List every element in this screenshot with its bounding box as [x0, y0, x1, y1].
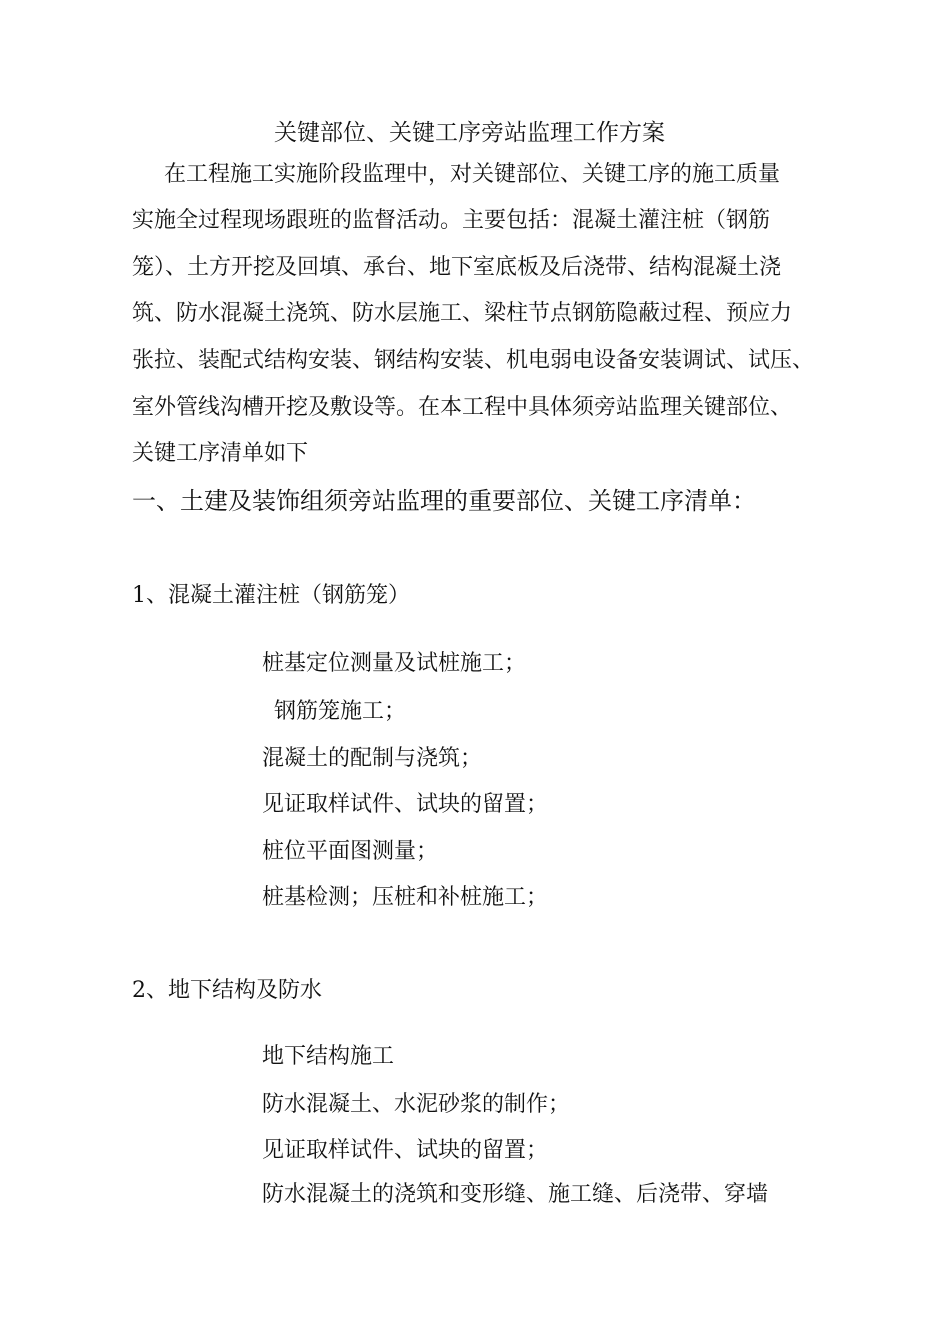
- intro-line-5: 张拉、装配式结构安装、钢结构安装、机电弱电设备安装调试、试压、: [132, 348, 815, 373]
- list-item: 混凝土的配制与浇筑；: [262, 746, 483, 771]
- list-item: 见证取样试件、试块的留置；: [262, 792, 549, 817]
- intro-line-4: 筑、防水混凝土浇筑、防水层施工、梁柱节点钢筋隐蔽过程、预应力: [132, 301, 793, 326]
- intro-line-1: 在工程施工实施阶段监理中，对关键部位、关键工序的施工质量: [164, 162, 781, 187]
- list-item: 防水混凝土的浇筑和变形缝、施工缝、后浇带、穿墙: [262, 1182, 769, 1207]
- section-title-2: 2、地下结构及防水: [132, 978, 322, 1003]
- intro-line-3: 笼）、土方开挖及回填、承台、地下室底板及后浇带、结构混凝土浇: [132, 255, 782, 280]
- list-item: 见证取样试件、试块的留置；: [262, 1138, 549, 1163]
- list-item: 地下结构施工: [262, 1044, 395, 1069]
- document-title: 关键部位、关键工序旁站监理工作方案: [274, 120, 665, 146]
- list-item: 桩基定位测量及试桩施工；: [262, 651, 527, 676]
- intro-line-7: 关键工序清单如下: [132, 441, 309, 466]
- list-item: 桩位平面图测量；: [262, 839, 439, 864]
- list-item: 钢筋笼施工；: [274, 699, 407, 724]
- list-item: 防水混凝土、水泥砂浆的制作；: [262, 1092, 571, 1117]
- intro-line-6: 室外管线沟槽开挖及敷设等。在本工程中具体须旁站监理关键部位、: [132, 395, 793, 420]
- section-title-1: 1、混凝土灌注桩（钢筋笼）: [132, 583, 410, 608]
- list-item: 桩基检测；压桩和补桩施工；: [262, 885, 549, 910]
- section-heading-civil: 一、土建及装饰组须旁站监理的重要部位、关键工序清单：: [132, 487, 756, 515]
- intro-line-2: 实施全过程现场跟班的监督活动。主要包括：混凝土灌注桩（钢筋: [132, 208, 771, 233]
